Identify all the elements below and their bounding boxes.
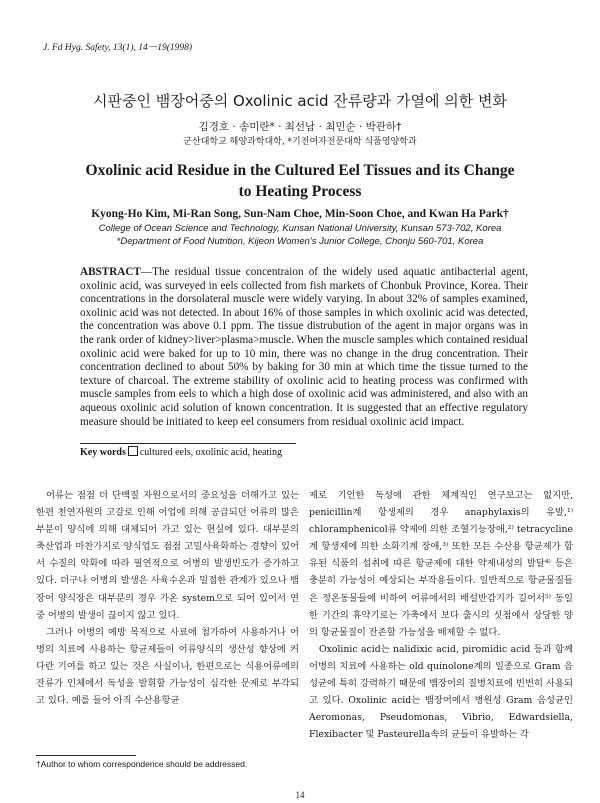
korean-title: 시판중인 뱀장어중의 Oxolinic acid 잔류량과 가열에 의한 변화 — [93, 92, 507, 110]
keywords-label: Key words — [80, 447, 126, 458]
body-left-paragraph-1: 어류는 점점 더 단백질 자원으로서의 중요성을 더해가고 있는 한편 천연자원의 고갈로 인해 어업에 의해 공급되던 어류의 많은 부분이 양식에 의해 대체되어 가고 있는 현실에 있다. 대부분의 축산업과 마찬가지로 양식업도 점점 고밀사육화하는 경향이 있어서 수질의 악화에 따라 필연적으로 어병의 발생빈도가 증가하고 있다. 더구나 어병의 발생은 사육수온과 밀접한 관계가 있으나 뱀장어 양식장은 대부분의 경우 가온 system으로 되어 있어서 연중 어병의 발생이 끊이지 않고 있다. — [36, 490, 299, 621]
body-column-right — [309, 487, 573, 743]
abstract-dash: — — [140, 266, 153, 278]
keywords-divider — [80, 443, 296, 444]
abstract-text: The residual tissue concentraion of the widely used aquatic antibacterial agent, oxolinic acid, was surveyed in eels collected from fish markets of Chonbuk Province, Korea. Their concentrations in the dorsolateral muscle were widely varying. In about 32% of samples examined, oxolinic acid was not detected. In about 16% of those samples in which oxolinic acid was detected, the concentration was above 0.1 ppm. The tissue distrubution of the agent in major organs was in the rank order of kidney>liver>plasma>muscle. When the muscle samples which contained residual oxolinic acid were baked for up to 10 min, there was no change in the drug concentration. Their concentration declined to about 50% by baking for 30 min at which time the tissue turned to the texture of charcoal. The extreme stability of oxolinic acid to heating process was confirmed with muscle samples from eels to which a high dose of oxolinic acid was administered, and also with an aqueous oxolinic acid solution of known concentration. It is suggested that an effective regulatory measure should be initiated to keep eel consumers from residual oxolinic acid impact. — [80, 266, 528, 428]
page-number: 14 — [295, 790, 305, 800]
body-right-paragraph-2: Oxolinic acid는 nalidixic acid, piromidic acid 등과 함께 어병의 치료에 사용하는 old quinolone계의 일종으로 Gram 음성균에 특히 강력하기 때문에 뱀장어의 질병치료에 빈번히 사용되고 있다. Oxolinic acid는 뱀장어에서 병원성 Gram 음성균인 Aeromonas, Pseudomonas, Vibrio, Edwardsiella, Flexibacter 및 Pasteurella속의 균들이 유발하는 각 — [309, 643, 573, 741]
english-affiliation-1: College of Ocean Science and Technology, Kunsan National University, Kunsan 573-702, Korea — [98, 223, 502, 234]
korean-affiliations: 군산대학교 해양과학대학, *기전여자전문대학 식품영양학과 — [183, 137, 417, 147]
footnote: †Author to whom correspondence should be addressed. — [36, 759, 248, 769]
english-title-line2: to Heating Process — [238, 183, 362, 200]
english-authors: Kyong-Ho Kim, Mi-Ran Song, Sun-Nam Choe, Min-Soon Choe, and Kwan Ha Park† — [91, 208, 509, 220]
keywords — [80, 446, 282, 458]
abstract — [80, 266, 528, 429]
keywords-text: cultured eels, oxolinic acid, heating — [139, 447, 283, 458]
body-column-left — [36, 487, 299, 709]
journal-citation: J. Fd Hyg. Safety, 13(1), 14－19(1998) — [43, 43, 193, 53]
body-right-paragraph-1: 제로 기인한 독성에 관한 체계적인 연구보고는 없지만, penicillin계 항생제의 경우 anaphylaxis의 유발,¹⁾ chloramphenicol류 약제에 의한 조혈기능장애,²⁾ tetracycline계 항생제에 의한 소화기계 장애,³⁾ 또한 모든 수산용 항균제가 함유된 식품의 섭취에 따른 항균제에 대한 약제내성의 발달⁴⁾ 등은 충분히 가능성이 예상되는 부작용들이다. 일반적으로 항균물질들은 정온동물들에 비하여 어류에서의 배설반감기가 길어서⁵⁾ 동일한 기간의 휴약기로는 가축에서 보다 출시의 싯점에서 상당한 양의 항균물질이 잔존할 가능성을 배제할 수 없다. — [309, 490, 573, 638]
keywords-box-icon — [128, 446, 138, 456]
abstract-label: ABSTRACT — [80, 266, 141, 278]
footnote-divider — [36, 755, 136, 756]
english-affiliation-2: *Department of Food Nutrition, Kijeon Women's Junior College, Chonju 560-701, Korea — [116, 236, 484, 247]
body-left-paragraph-2: 그러나 어병의 예방 목적으로 사료에 첨가하여 사용하거나 어병의 치료에 사용하는 항균제들이 어류양식의 생산성 향상에 커다란 기여를 하고 있는 것은 사실이나, 한편으로는 식용어류에의 잔류가 인체에서 독성을 발휘할 가능성이 심각한 문제로 부각되고 있다. 예를 들어 아직 수산용항균 — [36, 626, 299, 707]
korean-authors: 김경호 · 송미란* · 최선남 · 최민순 · 박관하† — [198, 121, 402, 133]
english-title-line1: Oxolinic acid Residue in the Cultured Eel Tissues and its Change — [85, 162, 515, 179]
english-title — [0, 160, 600, 202]
